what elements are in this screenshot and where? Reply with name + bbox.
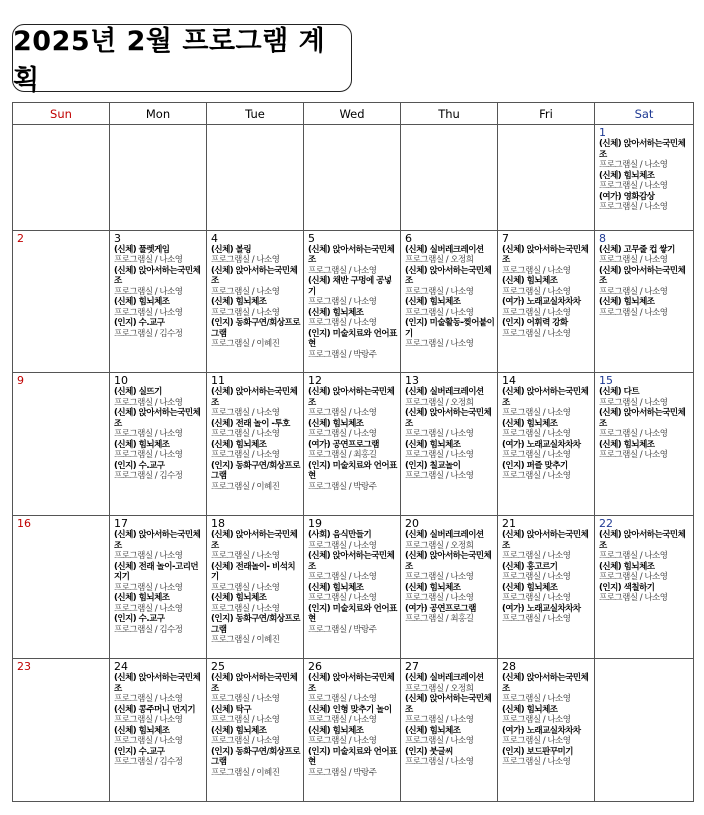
day-number: 17 bbox=[114, 517, 128, 531]
program-staff: 프로그램실 / 나소영 bbox=[502, 715, 571, 726]
program-staff: 프로그램실 / 나소영 bbox=[599, 429, 668, 440]
day-cell bbox=[110, 516, 207, 659]
program-name: (신체) 힘뇌체조 bbox=[405, 297, 461, 308]
program-staff: 프로그램실 / 이혜진 bbox=[211, 635, 280, 646]
day-cell bbox=[207, 125, 304, 231]
day-cell bbox=[304, 659, 401, 802]
program-name: (인지) 수.교구 bbox=[114, 746, 165, 757]
program-name: (여가) 노래교실차차차 bbox=[502, 603, 581, 614]
program-name: (인지) 수.교구 bbox=[114, 318, 165, 329]
program-staff: 프로그램실 / 나소영 bbox=[308, 540, 377, 551]
program-staff: 프로그램실 / 오정희 bbox=[405, 397, 474, 408]
day-number: 24 bbox=[114, 660, 128, 674]
program-staff: 프로그램실 / 이혜진 bbox=[211, 767, 280, 778]
program-name: (여가) 공연프로그램 bbox=[308, 439, 379, 450]
program-staff: 프로그램실 / 나소영 bbox=[114, 603, 183, 614]
program-name: (인지) 수.교구 bbox=[114, 614, 165, 625]
weekday-wed: Wed bbox=[304, 103, 401, 125]
program-name: (신체) 앉아서하는국민체조 bbox=[405, 551, 492, 572]
day-cell bbox=[304, 373, 401, 516]
day-number: 7 bbox=[502, 231, 509, 245]
program-staff: 프로그램실 / 박랑주 bbox=[308, 767, 377, 778]
day-number: 15 bbox=[599, 374, 613, 388]
program-staff: 프로그램실 / 오정희 bbox=[405, 540, 474, 551]
program-staff: 프로그램실 / 나소영 bbox=[599, 160, 668, 170]
program-staff: 프로그램실 / 나소영 bbox=[599, 202, 668, 212]
program-name: (인지) 미술치료와 언어표현 bbox=[308, 603, 397, 625]
program-name: (신체) 실버레크레이션 bbox=[405, 530, 484, 541]
program-staff: 프로그램실 / 나소영 bbox=[405, 286, 474, 297]
program-staff: 프로그램실 / 나소영 bbox=[599, 181, 668, 191]
program-staff: 프로그램실 / 나소영 bbox=[114, 450, 183, 461]
week-row bbox=[13, 125, 694, 231]
day-cell bbox=[401, 373, 498, 516]
program-name: (인지) 미술활동-찢어붙이기 bbox=[405, 318, 495, 339]
program-staff: 프로그램실 / 나소영 bbox=[599, 307, 668, 318]
program-name: (인지) 동화구연/회상프로그램 bbox=[211, 746, 300, 768]
program-staff: 프로그램실 / 나소영 bbox=[211, 694, 280, 705]
day-cell bbox=[13, 125, 110, 231]
program-name: (신체) 힘뇌체조 bbox=[405, 582, 461, 593]
program-name: (신체) 힘뇌체조 bbox=[211, 593, 267, 604]
program-staff: 프로그램실 / 나소영 bbox=[502, 694, 571, 705]
program-name: (신체) 힘뇌체조 bbox=[114, 297, 170, 308]
program-staff: 프로그램실 / 박랑주 bbox=[308, 349, 377, 360]
page-title: 2025년 2월 프로그램 계획 bbox=[13, 26, 326, 96]
day-cell bbox=[595, 125, 694, 231]
program-staff: 프로그램실 / 나소영 bbox=[599, 572, 668, 583]
program-name: (인지) 미술치료와 언어표현 bbox=[308, 746, 397, 768]
calendar-body bbox=[13, 125, 694, 802]
program-staff: 프로그램실 / 나소영 bbox=[599, 255, 668, 266]
program-name: (신체) 힘뇌체조 bbox=[308, 307, 364, 318]
program-name: (신체) 앉아서하는국민체조 bbox=[599, 139, 686, 160]
day-cell bbox=[498, 659, 595, 802]
day-number: 13 bbox=[405, 374, 419, 388]
program-name: (신체) 힘뇌체조 bbox=[114, 439, 170, 450]
program-name: (신체) 힘뇌체조 bbox=[114, 725, 170, 736]
calendar-table bbox=[12, 102, 694, 802]
program-staff: 프로그램실 / 나소영 bbox=[211, 715, 280, 726]
program-name: (인지) 보드판꾸미기 bbox=[502, 746, 573, 757]
day-cell bbox=[498, 516, 595, 659]
program-name: (신체) 힘뇌체조 bbox=[599, 170, 655, 181]
program-staff: 프로그램실 / 오정희 bbox=[405, 683, 474, 694]
program-name: (사회) 음식만들기 bbox=[308, 530, 372, 541]
day-cell bbox=[207, 659, 304, 802]
program-staff: 프로그램실 / 나소영 bbox=[114, 582, 183, 593]
program-staff: 프로그램실 / 나소영 bbox=[599, 551, 668, 562]
day-cell bbox=[401, 516, 498, 659]
program-staff: 프로그램실 / 나소영 bbox=[308, 265, 377, 276]
program-name: (신체) 힘뇌체조 bbox=[308, 725, 364, 736]
day-cell bbox=[401, 230, 498, 373]
program-name: (여가) 노래교실차차차 bbox=[502, 725, 581, 736]
program-name: (신체) 힘뇌체조 bbox=[211, 725, 267, 736]
day-number: 6 bbox=[405, 231, 412, 245]
program-staff: 프로그램실 / 나소영 bbox=[211, 582, 280, 593]
day-cell bbox=[498, 125, 595, 231]
day-cell bbox=[595, 516, 694, 659]
program-staff: 프로그램실 / 김수정 bbox=[114, 471, 183, 482]
day-cell bbox=[304, 125, 401, 231]
weekday-thu: Thu bbox=[401, 103, 498, 125]
program-name: (인지) 동화구연/회상프로그램 bbox=[211, 614, 300, 635]
program-staff: 프로그램실 / 나소영 bbox=[405, 572, 474, 583]
program-name: (신체) 전래 놀이 -투호 bbox=[211, 418, 290, 429]
program-staff: 프로그램실 / 나소영 bbox=[502, 286, 571, 297]
program-staff: 프로그램실 / 나소영 bbox=[114, 694, 183, 705]
day-number: 5 bbox=[308, 231, 315, 245]
day-number: 4 bbox=[211, 231, 218, 245]
program-staff: 프로그램실 / 나소영 bbox=[405, 339, 474, 350]
day-number: 1 bbox=[599, 126, 606, 139]
program-staff: 프로그램실 / 나소영 bbox=[502, 736, 571, 747]
day-number: 22 bbox=[599, 517, 613, 531]
day-cell bbox=[110, 230, 207, 373]
program-name: (신체) 힘뇌체조 bbox=[211, 297, 267, 308]
program-name: (여가) 노래교실차차차 bbox=[502, 297, 581, 308]
day-number: 19 bbox=[308, 517, 322, 531]
program-name: (신체) 힘뇌체조 bbox=[599, 561, 655, 572]
program-name: (신체) 힘뇌체조 bbox=[308, 418, 364, 429]
day-cell bbox=[13, 373, 110, 516]
day-number: 9 bbox=[17, 374, 24, 388]
program-staff: 프로그램실 / 나소영 bbox=[114, 255, 183, 266]
program-staff: 프로그램실 / 나소영 bbox=[308, 572, 377, 583]
program-name: (신체) 앉아서하는국민체조 bbox=[211, 387, 298, 408]
program-name: (인지) 수.교구 bbox=[114, 460, 165, 471]
program-staff: 프로그램실 / 나소영 bbox=[502, 572, 571, 583]
day-cell bbox=[304, 230, 401, 373]
program-staff: 프로그램실 / 최홍길 bbox=[405, 614, 474, 625]
program-name: (신체) 앉아서하는국민체조 bbox=[599, 530, 686, 551]
day-cell bbox=[304, 516, 401, 659]
program-name: (신체) 앉아서하는국민체조 bbox=[405, 694, 492, 715]
program-name: (신체) 힘뇌체조 bbox=[502, 704, 558, 715]
program-name: (신체) 힘뇌체조 bbox=[502, 418, 558, 429]
week-row bbox=[13, 659, 694, 802]
program-staff: 프로그램실 / 나소영 bbox=[114, 736, 183, 747]
program-staff: 프로그램실 / 나소영 bbox=[308, 318, 377, 329]
program-name: (인지) 퍼즐 맞추기 bbox=[502, 460, 568, 471]
program-staff: 프로그램실 / 나소영 bbox=[114, 429, 183, 440]
program-staff: 프로그램실 / 나소영 bbox=[211, 286, 280, 297]
day-cell bbox=[110, 659, 207, 802]
day-number: 20 bbox=[405, 517, 419, 531]
program-name: (신체) 전래놀이- 비석치기 bbox=[211, 561, 296, 583]
program-staff: 프로그램실 / 나소영 bbox=[308, 297, 377, 308]
program-staff: 프로그램실 / 나소영 bbox=[114, 715, 183, 726]
program-name: (신체) 힘뇌체조 bbox=[599, 297, 655, 308]
program-name: (인지) 칠교놀이 bbox=[405, 460, 461, 471]
program-staff: 프로그램실 / 나소영 bbox=[599, 286, 668, 297]
program-staff: 프로그램실 / 김수정 bbox=[114, 757, 183, 768]
program-staff: 프로그램실 / 나소영 bbox=[405, 715, 474, 726]
program-name: (신체) 힘뇌체조 bbox=[502, 276, 558, 287]
program-staff: 프로그램실 / 나소영 bbox=[405, 736, 474, 747]
day-number: 21 bbox=[502, 517, 516, 531]
weekday-tue: Tue bbox=[207, 103, 304, 125]
program-staff: 프로그램실 / 김수정 bbox=[114, 328, 183, 339]
day-cell bbox=[13, 230, 110, 373]
program-name: (신체) 앉아서하는국민체조 bbox=[114, 673, 201, 694]
program-staff: 프로그램실 / 나소영 bbox=[502, 328, 571, 339]
program-name: (신체) 고무줄 컵 쌓기 bbox=[599, 244, 675, 255]
day-cell bbox=[401, 659, 498, 802]
day-number: 8 bbox=[599, 231, 606, 245]
program-name: (신체) 탁구 bbox=[211, 704, 252, 715]
program-name: (신체) 앉아서하는국민체조 bbox=[114, 265, 201, 287]
program-staff: 프로그램실 / 나소영 bbox=[405, 307, 474, 318]
week-row bbox=[13, 373, 694, 516]
program-staff: 프로그램실 / 나소영 bbox=[211, 551, 280, 562]
program-staff: 프로그램실 / 나소영 bbox=[114, 286, 183, 297]
day-number: 23 bbox=[17, 660, 31, 674]
program-name: (여가) 영화감상 bbox=[599, 191, 655, 202]
day-cell bbox=[13, 516, 110, 659]
program-name: (인지) 미술치료와 언어표현 bbox=[308, 460, 397, 482]
program-name: (신체) 인형 맞추기 놀이 bbox=[308, 704, 392, 715]
program-name: (신체) 앉아서하는국민체조 bbox=[308, 673, 395, 694]
program-name: (여가) 노래교실차차차 bbox=[502, 439, 581, 450]
program-name: (신체) 앉아서하는국민체조 bbox=[502, 244, 589, 266]
program-staff: 프로그램실 / 김수정 bbox=[114, 624, 183, 635]
day-cell bbox=[110, 373, 207, 516]
program-name: (신체) 실버레크레이션 bbox=[405, 387, 484, 398]
program-name: (신체) 앉아서하는국민체조 bbox=[308, 387, 395, 408]
program-name: (인지) 동화구연/회상프로그램 bbox=[211, 318, 300, 339]
day-number: 12 bbox=[308, 374, 322, 388]
program-name: (여가) 공연프로그램 bbox=[405, 603, 476, 614]
day-cell bbox=[498, 230, 595, 373]
program-name: (신체) 앉아서하는국민체조 bbox=[211, 673, 298, 694]
day-number: 25 bbox=[211, 660, 225, 674]
program-staff: 프로그램실 / 나소영 bbox=[405, 757, 474, 768]
program-staff: 프로그램실 / 나소영 bbox=[599, 397, 668, 408]
program-staff: 프로그램실 / 오정희 bbox=[405, 255, 474, 266]
program-name: (신체) 볼링 bbox=[211, 244, 252, 255]
day-cell bbox=[207, 516, 304, 659]
program-name: (신체) 풀렛게임 bbox=[114, 244, 170, 255]
program-staff: 프로그램실 / 나소영 bbox=[405, 429, 474, 440]
program-name: (인지) 미술치료와 언어표현 bbox=[308, 328, 397, 350]
program-staff: 프로그램실 / 박랑주 bbox=[308, 481, 377, 492]
day-number: 2 bbox=[17, 231, 24, 245]
program-staff: 프로그램실 / 나소영 bbox=[211, 603, 280, 614]
day-cell bbox=[207, 230, 304, 373]
program-name: (신체) 전래 놀이-고리던지기 bbox=[114, 561, 199, 583]
day-number: 3 bbox=[114, 231, 121, 245]
day-cell bbox=[110, 125, 207, 231]
program-name: (인지) 색칠하기 bbox=[599, 582, 655, 593]
program-staff: 프로그램실 / 나소영 bbox=[502, 471, 571, 482]
program-staff: 프로그램실 / 최홍길 bbox=[308, 450, 377, 461]
program-name: (신체) 힘뇌체조 bbox=[599, 439, 655, 450]
program-staff: 프로그램실 / 나소영 bbox=[308, 736, 377, 747]
program-staff: 프로그램실 / 나소영 bbox=[405, 593, 474, 604]
program-staff: 프로그램실 / 나소영 bbox=[114, 397, 183, 408]
program-name: (신체) 다트 bbox=[599, 387, 640, 398]
day-cell bbox=[595, 230, 694, 373]
program-name: (인지) 어휘력 강화 bbox=[502, 318, 568, 329]
program-staff: 프로그램실 / 나소영 bbox=[502, 757, 571, 768]
day-cell bbox=[207, 373, 304, 516]
program-name: (신체) 채반 구멍에 공넣기 bbox=[308, 276, 392, 297]
program-name: (신체) 실버레크레이션 bbox=[405, 673, 484, 684]
program-staff: 프로그램실 / 나소영 bbox=[211, 307, 280, 318]
program-name: (신체) 앉아서하는국민체조 bbox=[114, 408, 201, 429]
weekday-sun: Sun bbox=[13, 103, 110, 125]
program-staff: 프로그램실 / 나소영 bbox=[114, 551, 183, 562]
day-number: 27 bbox=[405, 660, 419, 674]
program-staff: 프로그램실 / 나소영 bbox=[114, 307, 183, 318]
program-staff: 프로그램실 / 나소영 bbox=[308, 593, 377, 604]
day-cell bbox=[595, 659, 694, 802]
program-name: (신체) 실버레크레이션 bbox=[405, 244, 484, 255]
weekday-mon: Mon bbox=[110, 103, 207, 125]
day-cell bbox=[13, 659, 110, 802]
day-number: 16 bbox=[17, 517, 31, 531]
program-name: (신체) 앉아서하는국민체조 bbox=[308, 551, 395, 572]
program-name: (신체) 앉아서하는국민체조 bbox=[405, 265, 492, 287]
day-cell bbox=[401, 125, 498, 231]
program-staff: 프로그램실 / 나소영 bbox=[405, 450, 474, 461]
program-staff: 프로그램실 / 나소영 bbox=[502, 408, 571, 419]
program-staff: 프로그램실 / 나소영 bbox=[502, 450, 571, 461]
program-name: (인지) 동화구연/회상프로그램 bbox=[211, 460, 300, 482]
program-name: (신체) 힘뇌체조 bbox=[211, 439, 267, 450]
program-staff: 프로그램실 / 나소영 bbox=[211, 736, 280, 747]
program-name: (신체) 실뜨기 bbox=[114, 387, 162, 398]
weekday-sat: Sat bbox=[595, 103, 694, 125]
program-staff: 프로그램실 / 나소영 bbox=[308, 715, 377, 726]
week-row bbox=[13, 516, 694, 659]
program-name: (신체) 앉아서하는국민체조 bbox=[211, 265, 298, 287]
program-name: (신체) 앉아서하는국민체조 bbox=[502, 530, 589, 551]
program-name: (신체) 힘뇌체조 bbox=[405, 725, 461, 736]
program-name: (신체) 앉아서하는국민체조 bbox=[502, 387, 589, 408]
program-staff: 프로그램실 / 나소영 bbox=[211, 450, 280, 461]
program-staff: 프로그램실 / 나소영 bbox=[308, 408, 377, 419]
weekday-fri: Fri bbox=[498, 103, 595, 125]
day-number: 14 bbox=[502, 374, 516, 388]
program-staff: 프로그램실 / 나소영 bbox=[211, 408, 280, 419]
week-row bbox=[13, 230, 694, 373]
program-staff: 프로그램실 / 나소영 bbox=[599, 593, 668, 604]
title-box bbox=[12, 24, 352, 96]
program-staff: 프로그램실 / 나소영 bbox=[308, 694, 377, 705]
program-staff: 프로그램실 / 박랑주 bbox=[308, 624, 377, 635]
program-staff: 프로그램실 / 나소영 bbox=[599, 450, 668, 461]
program-name: (신체) 앉아서하는국민체조 bbox=[599, 265, 686, 287]
day-cell bbox=[498, 373, 595, 516]
program-staff: 프로그램실 / 이혜진 bbox=[211, 481, 280, 492]
program-staff: 프로그램실 / 나소영 bbox=[502, 614, 571, 625]
program-staff: 프로그램실 / 나소영 bbox=[502, 429, 571, 440]
program-name: (신체) 앉아서하는국민체조 bbox=[599, 408, 686, 429]
program-name: (신체) 앉아서하는국민체조 bbox=[405, 408, 492, 429]
day-cell bbox=[595, 373, 694, 516]
day-number: 28 bbox=[502, 660, 516, 674]
program-staff: 프로그램실 / 나소영 bbox=[211, 255, 280, 266]
program-name: (신체) 힘뇌체조 bbox=[405, 439, 461, 450]
program-name: (신체) 힘뇌체조 bbox=[308, 582, 364, 593]
program-name: (신체) 홍고르기 bbox=[502, 561, 558, 572]
day-number: 11 bbox=[211, 374, 225, 388]
program-staff: 프로그램실 / 나소영 bbox=[502, 307, 571, 318]
program-name: (신체) 앉아서하는국민체조 bbox=[114, 530, 201, 551]
program-name: (신체) 콩주머니 던지기 bbox=[114, 704, 196, 715]
program-staff: 프로그램실 / 나소영 bbox=[308, 429, 377, 440]
weekday-header-row bbox=[13, 103, 694, 125]
program-staff: 프로그램실 / 나소영 bbox=[405, 471, 474, 482]
program-staff: 프로그램실 / 나소영 bbox=[211, 429, 280, 440]
program-staff: 프로그램실 / 나소영 bbox=[502, 593, 571, 604]
program-staff: 프로그램실 / 나소영 bbox=[502, 265, 571, 276]
program-name: (신체) 앉아서하는국민체조 bbox=[308, 244, 395, 266]
day-number: 26 bbox=[308, 660, 322, 674]
day-number: 10 bbox=[114, 374, 128, 388]
program-staff: 프로그램실 / 이혜진 bbox=[211, 339, 280, 350]
program-name: (인지) 붓글씨 bbox=[405, 746, 453, 757]
program-name: (신체) 앉아서하는국민체조 bbox=[502, 673, 589, 694]
program-staff: 프로그램실 / 나소영 bbox=[502, 551, 571, 562]
program-name: (신체) 힘뇌체조 bbox=[114, 593, 170, 604]
day-number: 18 bbox=[211, 517, 225, 531]
program-name: (신체) 힘뇌체조 bbox=[502, 582, 558, 593]
program-name: (신체) 앉아서하는국민체조 bbox=[211, 530, 298, 551]
